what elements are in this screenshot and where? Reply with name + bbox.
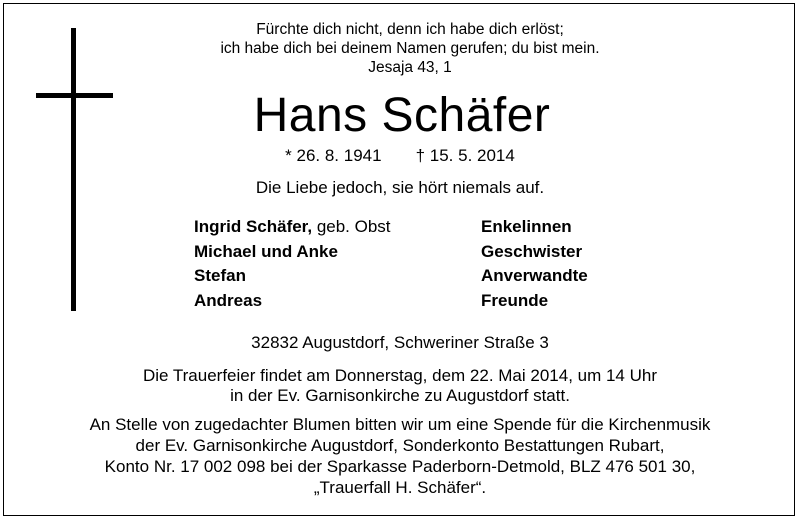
donation-line-1: An Stelle von zugedachter Blumen bitten wir um eine Spende für die Kirchenmusik bbox=[89, 415, 711, 434]
donation-line-3: Konto Nr. 17 002 098 bei der Sparkasse Paderborn-Detmold, BLZ 476 501 30, bbox=[104, 457, 696, 476]
deceased-name: Hans Schäfer bbox=[253, 89, 551, 142]
verse-line-1: Fürchte dich nicht, denn ich habe dich erlöst; bbox=[256, 21, 564, 38]
mourner-entry: Michael und Anke bbox=[194, 241, 338, 261]
donation-request bbox=[0, 414, 800, 498]
verse-line-2: ich habe dich bei deinem Namen gerufen; du bist mein. bbox=[220, 40, 600, 57]
birth-date: * 26. 8. 1941 bbox=[285, 146, 382, 165]
donation-line-2: der Ev. Garnisonkirche Augustdorf, Sonderkonto Bestattungen Rubart, bbox=[135, 436, 665, 455]
mourner-entry: Andreas bbox=[194, 290, 263, 310]
mourners-relatives-list bbox=[481, 215, 588, 313]
memorial-quote: Die Liebe jedoch, sie hört niemals auf. bbox=[255, 178, 545, 197]
life-dates bbox=[0, 146, 800, 166]
mourner-group: Freunde bbox=[481, 290, 549, 310]
family-address: 32832 Augustdorf, Schweriner Straße 3 bbox=[251, 333, 549, 352]
mourners-family-list bbox=[194, 215, 391, 313]
mourner-group: Anverwandte bbox=[481, 266, 588, 285]
funeral-ceremony-info bbox=[0, 366, 800, 406]
donation-line-4: „Trauerfall H. Schäfer“. bbox=[313, 478, 487, 497]
mourner-group: Enkelinnen bbox=[481, 217, 572, 236]
ceremony-line-1: Die Trauerfeier findet am Donnerstag, dem 22. Mai 2014, um 14 Uhr bbox=[142, 366, 658, 385]
death-date: † 15. 5. 2014 bbox=[415, 146, 515, 165]
mourner-group: Geschwister bbox=[481, 241, 583, 261]
mourner-entry: Stefan bbox=[194, 266, 246, 285]
verse-reference: Jesaja 43, 1 bbox=[368, 59, 452, 76]
bible-verse bbox=[0, 20, 800, 77]
mourner-entry: Ingrid Schäfer, geb. Obst bbox=[194, 217, 391, 236]
ceremony-line-2: in der Ev. Garnisonkirche zu Augustdorf statt. bbox=[230, 386, 570, 405]
